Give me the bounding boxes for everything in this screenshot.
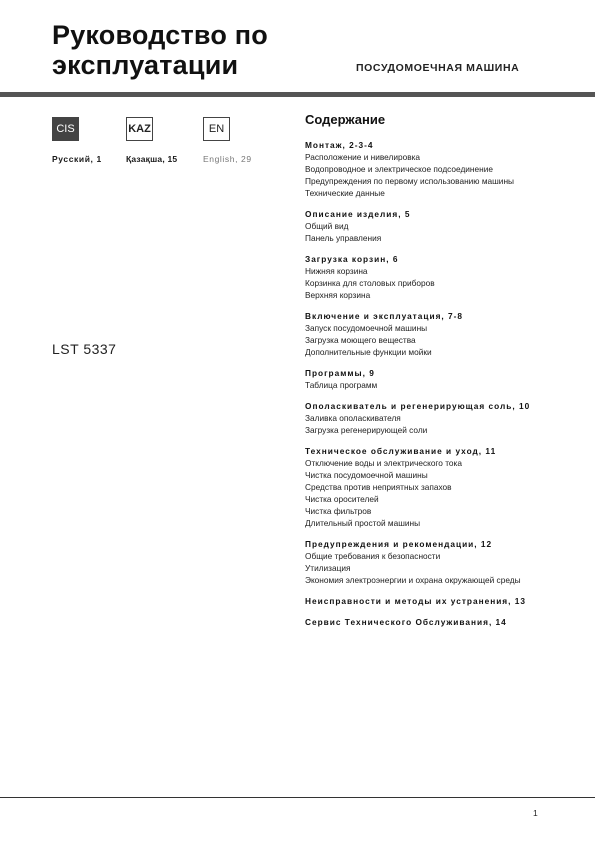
toc-section (305, 253, 575, 301)
toc-item[interactable]: Средства против неприятных запахов (305, 482, 452, 492)
language-code-kaz: KAZ (126, 117, 153, 141)
toc-item[interactable]: Технические данные (305, 188, 385, 198)
toc-item[interactable]: Общий вид (305, 221, 349, 231)
toc-section (305, 139, 575, 199)
toc-item[interactable]: Длительный простой машины (305, 518, 421, 528)
toc-section-title[interactable]: Ополаскиватель и регенерирующая соль, 10 (305, 401, 531, 411)
toc-section-title[interactable]: Описание изделия, 5 (305, 209, 411, 219)
language-cis[interactable] (52, 117, 102, 164)
toc-item[interactable]: Общие требования к безопасности (305, 551, 441, 561)
toc-section-title[interactable]: Неисправности и методы их устранения, 13 (305, 596, 526, 606)
toc-item[interactable]: Верхняя корзина (305, 290, 371, 300)
toc-section (305, 445, 575, 529)
toc-item[interactable]: Нижняя корзина (305, 266, 368, 276)
toc-item[interactable]: Чистка фильтров (305, 506, 372, 516)
toc-item[interactable]: Запуск посудомоечной машины (305, 323, 428, 333)
toc-heading: Содержание (305, 112, 386, 127)
toc-item[interactable]: Утилизация (305, 563, 351, 573)
table-of-contents (305, 112, 575, 637)
toc-section-title[interactable]: Техническое обслуживание и уход, 11 (305, 446, 497, 456)
toc-section (305, 538, 575, 586)
toc-section (305, 310, 575, 358)
language-label-kaz: Қазақша, 15 (126, 154, 178, 164)
toc-item[interactable]: Чистка посудомоечной машины (305, 470, 428, 480)
toc-item[interactable]: Предупреждения по первому использованию машины (305, 176, 514, 186)
toc-section (305, 616, 575, 628)
language-code-en: EN (203, 117, 230, 141)
language-label-cis: Русский, 1 (52, 154, 102, 164)
title-line-1: Руководство по (52, 20, 268, 50)
toc-item[interactable]: Таблица программ (305, 380, 378, 390)
toc-section-title[interactable]: Сервис Технического Обслуживания, 14 (305, 617, 507, 627)
toc-item[interactable]: Заливка ополаскивателя (305, 413, 401, 423)
toc-section-title[interactable]: Предупреждения и рекомендации, 12 (305, 539, 493, 549)
toc-sections (305, 139, 575, 628)
toc-item[interactable]: Отключение воды и электрического тока (305, 458, 462, 468)
toc-item[interactable]: Дополнительные функции мойки (305, 347, 432, 357)
toc-section (305, 400, 575, 436)
model-number: LST 5337 (52, 341, 117, 357)
toc-item[interactable]: Чистка оросителей (305, 494, 379, 504)
language-en[interactable] (203, 117, 252, 164)
toc-item[interactable]: Корзинка для столовых приборов (305, 278, 435, 288)
toc-item[interactable]: Экономия электроэнергии и охрана окружающей среды (305, 575, 521, 585)
document-title (52, 20, 268, 80)
footer-divider (0, 797, 595, 798)
toc-section (305, 208, 575, 244)
toc-item[interactable]: Панель управления (305, 233, 382, 243)
header-divider (0, 92, 595, 97)
product-type: ПОСУДОМОЕЧНАЯ МАШИНА (356, 62, 520, 74)
toc-section-title[interactable]: Загрузка корзин, 6 (305, 254, 399, 264)
language-kaz[interactable] (126, 117, 178, 164)
page-number: 1 (533, 808, 538, 818)
title-line-2: эксплуатации (52, 50, 239, 80)
toc-section (305, 367, 575, 391)
toc-section (305, 595, 575, 607)
toc-item[interactable]: Загрузка моющего вещества (305, 335, 416, 345)
language-code-cis: CIS (52, 117, 79, 141)
language-label-en: English, 29 (203, 154, 252, 164)
toc-section-title[interactable]: Программы, 9 (305, 368, 375, 378)
toc-section-title[interactable]: Монтаж, 2-3-4 (305, 140, 374, 150)
toc-section-title[interactable]: Включение и эксплуатация, 7-8 (305, 311, 464, 321)
toc-item[interactable]: Загрузка регенерирующей соли (305, 425, 428, 435)
toc-item[interactable]: Расположение и нивелировка (305, 152, 421, 162)
toc-item[interactable]: Водопроводное и электрическое подсоединение (305, 164, 493, 174)
